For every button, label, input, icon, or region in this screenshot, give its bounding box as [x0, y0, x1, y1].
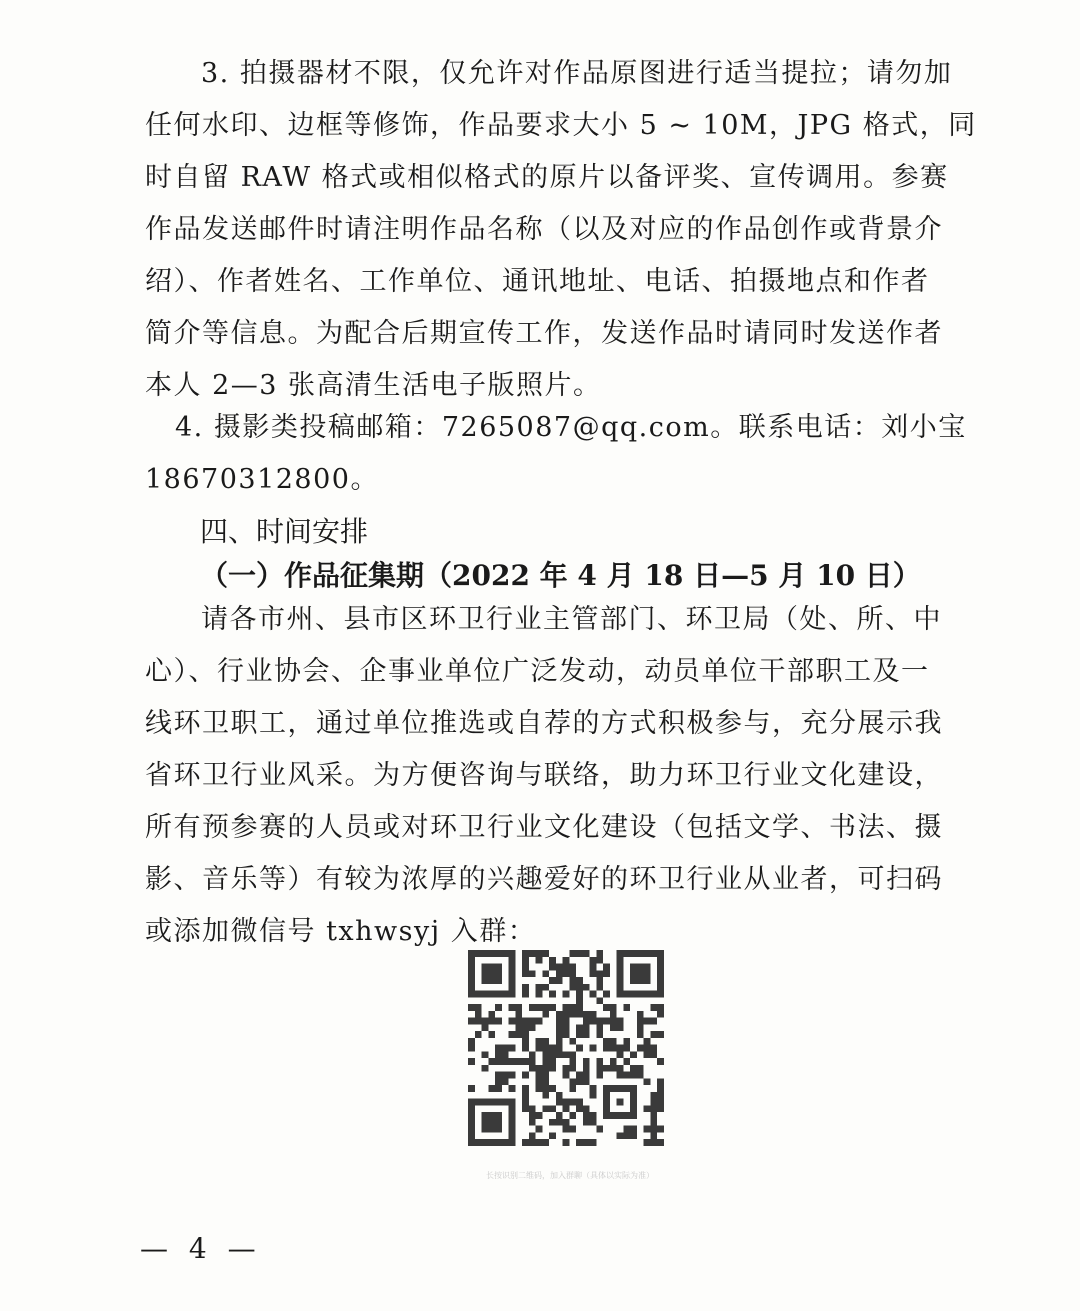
paragraph-line: 本人 2—3 张高清生活电子版照片。 [145, 370, 602, 401]
page-number: — 4 — [140, 1232, 262, 1265]
paragraph-line: 所有预参赛的人员或对环卫行业文化建设（包括文学、书法、摄 [145, 812, 943, 843]
paragraph-line: 心）、行业协会、企事业单位广泛发动，动员单位干部职工及一 [145, 656, 930, 687]
paragraph-line: 线环卫职工，通过单位推选或自荐的方式积极参与，充分展示我 [145, 708, 943, 739]
collection-period-paragraph [145, 594, 943, 958]
section-heading: 四、时间安排 [200, 515, 369, 548]
item-4-paragraph [145, 402, 967, 506]
paragraph-line: 任何水印、边框等修饰，作品要求大小 5 ~ 10M，JPG 格式，同 [145, 110, 977, 141]
paragraph-line: 简介等信息。为配合后期宣传工作，发送作品时请同时发送作者 [145, 318, 943, 349]
item-3-paragraph [145, 48, 977, 412]
section-subheading: （一）作品征集期（2022 年 4 月 18 日—5 月 10 日） [200, 559, 921, 592]
paragraph-line: 18670312800。 [145, 464, 379, 495]
paragraph-line: 3. 拍摄器材不限，仅允许对作品原图进行适当提拉；请勿加 [201, 58, 953, 89]
paragraph-line: 请各市州、县市区环卫行业主管部门、环卫局（处、所、中 [201, 604, 942, 635]
paragraph-line: 绍）、作者姓名、工作单位、通讯地址、电话、拍摄地点和作者 [145, 266, 930, 297]
paragraph-line: 4. 摄影类投稿邮箱：7265087@qq.com。联系电话：刘小宝 [175, 412, 967, 443]
paragraph-line: 省环卫行业风采。为方便咨询与联络，助力环卫行业文化建设， [145, 760, 943, 791]
paragraph-line: 时自留 RAW 格式或相似格式的原片以备评奖、宣传调用。参赛 [145, 162, 949, 193]
qr-caption: 长按识别二维码，加入群聊（具体以实际为准） [486, 1171, 654, 1180]
paragraph-line: 影、音乐等）有较为浓厚的兴趣爱好的环卫行业从业者，可扫码 [145, 864, 943, 895]
paragraph-line: 或添加微信号 txhwsyj 入群： [145, 916, 537, 947]
paragraph-line: 作品发送邮件时请注明作品名称（以及对应的作品创作或背景介 [145, 214, 943, 245]
qr-code-icon[interactable] [468, 950, 664, 1146]
